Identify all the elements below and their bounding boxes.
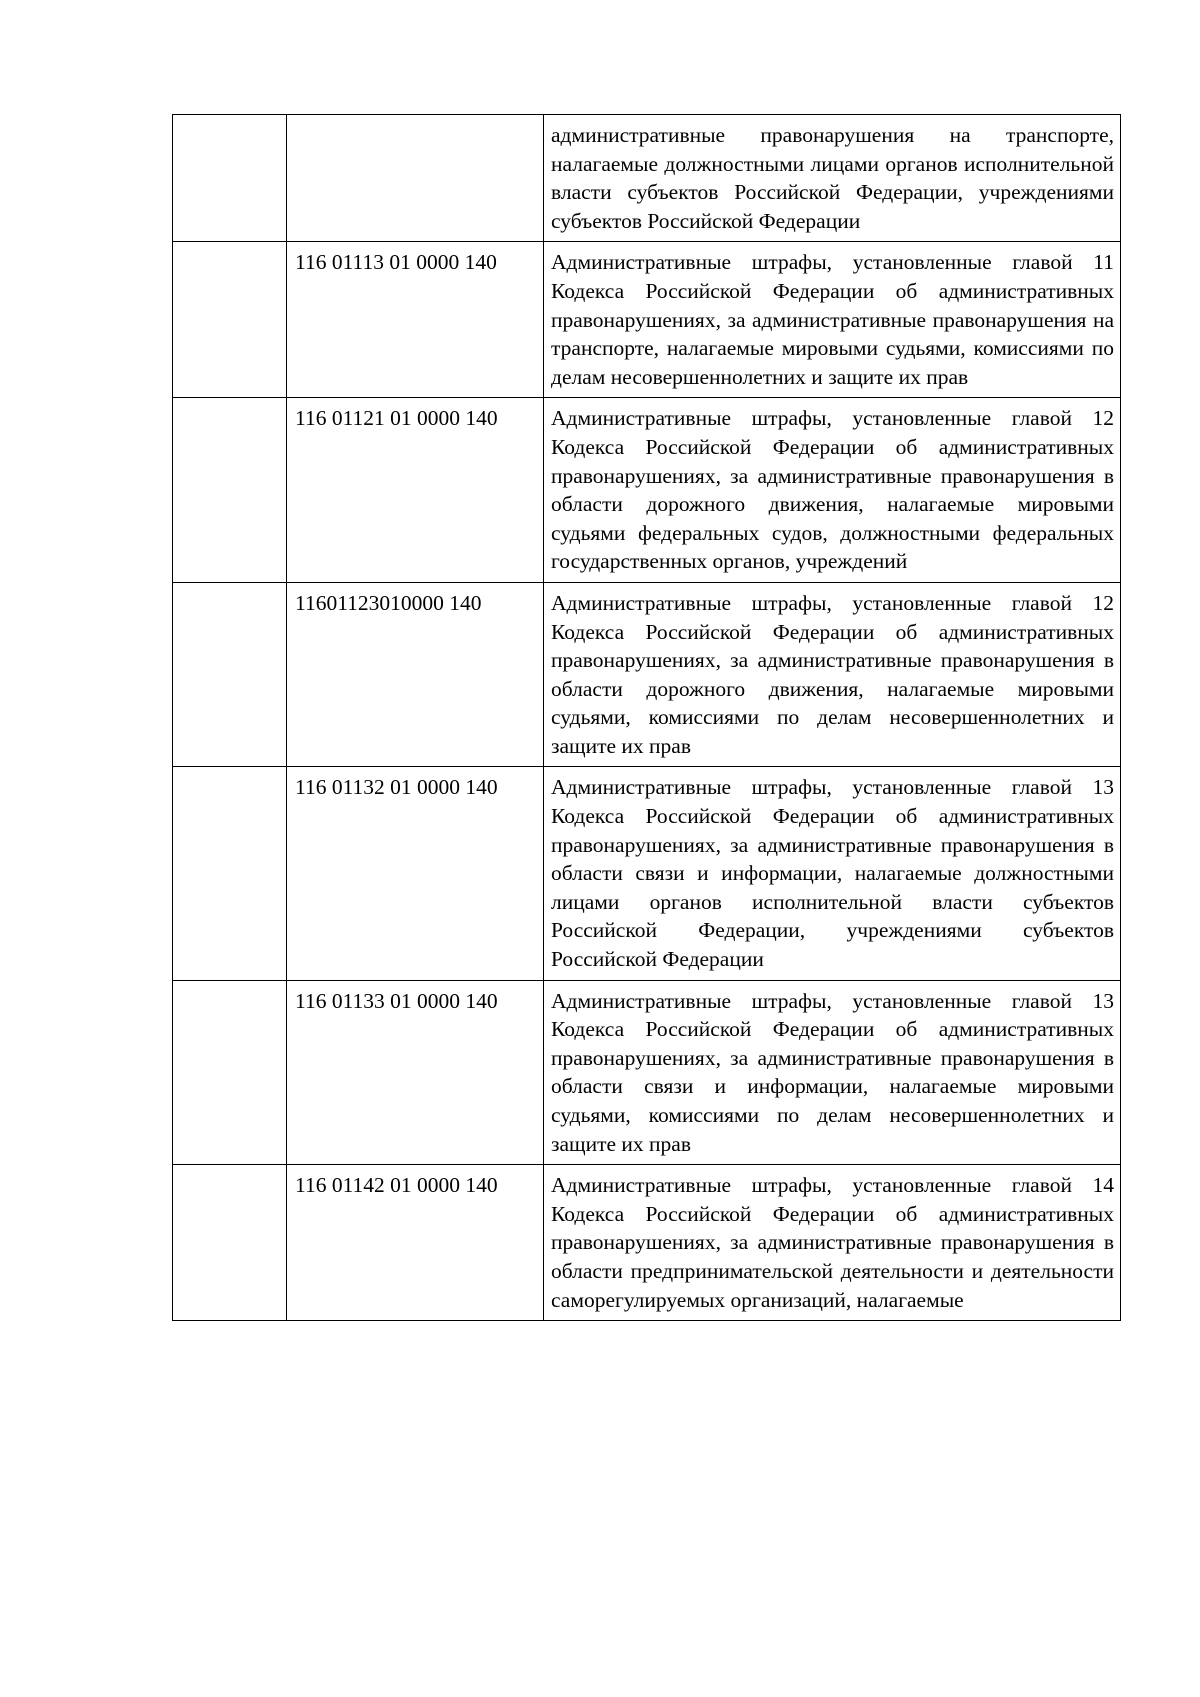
description-cell: Административные штрафы, установленные главой 14 Кодекса Российской Федерации об административных правонарушениях, за административные правонарушения в области предпринимательской деятельности и деятельности саморегулируемых организаций, налагаемые	[544, 1165, 1121, 1321]
description-cell: Административные штрафы, установленные главой 12 Кодекса Российской Федерации об административных правонарушениях, за административные правонарушения в области дорожного движения, налагаемые мировыми судьями федеральных судов, должностными федеральных государственных органов, учреждений	[544, 398, 1121, 583]
table-row	[173, 115, 1121, 242]
table-row	[173, 1165, 1121, 1321]
row-number-cell	[173, 398, 287, 583]
description-cell: Административные штрафы, установленные главой 13 Кодекса Российской Федерации об административных правонарушениях, за административные правонарушения в области связи и информации, налагаемые должностными лицами органов исполнительной власти субъектов Российской Федерации, учреждениями субъектов Российской Федерации	[544, 767, 1121, 980]
description-cell: Административные штрафы, установленные главой 13 Кодекса Российской Федерации об административных правонарушениях, за административные правонарушения в области связи и информации, налагаемые мировыми судьями, комиссиями по делам несовершеннолетних и защите их прав	[544, 980, 1121, 1165]
row-number-cell	[173, 767, 287, 980]
description-cell: Административные штрафы, установленные главой 11 Кодекса Российской Федерации об административных правонарушениях, за административные правонарушения на транспорте, налагаемые мировыми судьями, комиссиями по делам несовершеннолетних и защите их прав	[544, 242, 1121, 398]
table-row	[173, 767, 1121, 980]
budget-code-cell: 116 01121 01 0000 140	[287, 398, 544, 583]
budget-code-cell	[287, 115, 544, 242]
table-row	[173, 980, 1121, 1165]
row-number-cell	[173, 115, 287, 242]
row-number-cell	[173, 1165, 287, 1321]
table-row	[173, 582, 1121, 767]
table-row	[173, 398, 1121, 583]
budget-code-cell: 116 01113 01 0000 140	[287, 242, 544, 398]
budget-code-cell: 116 01142 01 0000 140	[287, 1165, 544, 1321]
description-cell: административные правонарушения на транспорте, налагаемые должностными лицами органов исполнительной власти субъектов Российской Федерации, учреждениями субъектов Российской Федерации	[544, 115, 1121, 242]
budget-code-cell: 11601123010000 140	[287, 582, 544, 767]
table-row	[173, 242, 1121, 398]
budget-code-cell: 116 01132 01 0000 140	[287, 767, 544, 980]
row-number-cell	[173, 980, 287, 1165]
budget-code-table	[172, 114, 1121, 1321]
description-cell: Административные штрафы, установленные главой 12 Кодекса Российской Федерации об административных правонарушениях, за административные правонарушения в области дорожного движения, налагаемые мировыми судьями, комиссиями по делам несовершеннолетних и защите их прав	[544, 582, 1121, 767]
row-number-cell	[173, 242, 287, 398]
budget-code-cell: 116 01133 01 0000 140	[287, 980, 544, 1165]
table-body	[173, 115, 1121, 1321]
row-number-cell	[173, 582, 287, 767]
